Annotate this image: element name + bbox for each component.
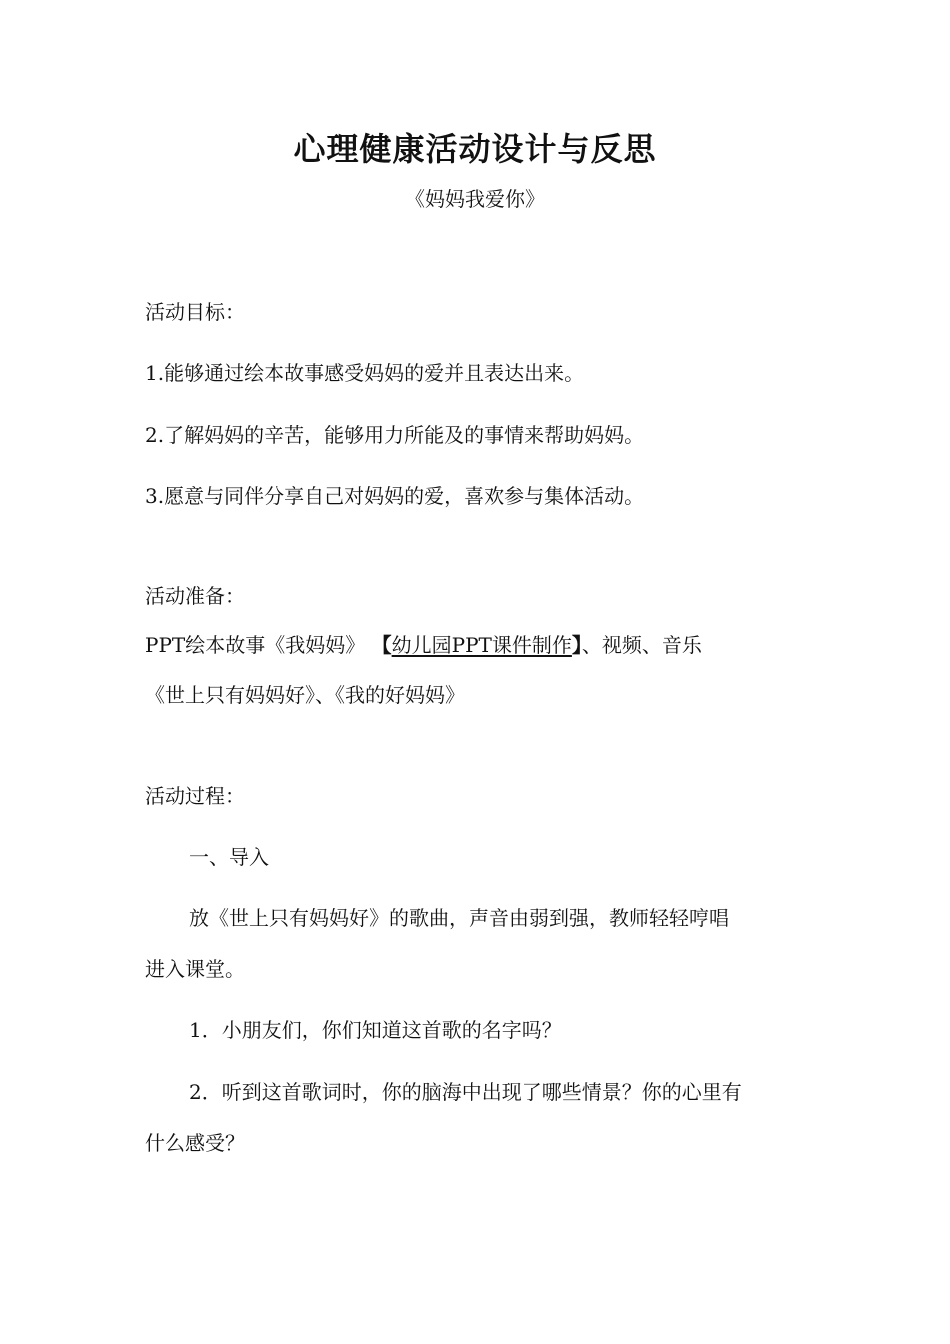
paragraph-line: 放《世上只有妈妈好》的歌曲，声音由弱到强，教师轻轻哼唱 (189, 906, 729, 930)
preparation-text: PPT绘本故事《我妈妈》 (145, 633, 372, 657)
courseware-link[interactable]: 幼儿园PPT课件制作 (391, 633, 572, 657)
question-item: 1．小朋友们，你们知道这首歌的名字吗？ (189, 1018, 562, 1042)
goals-heading: 活动目标： (145, 300, 245, 324)
document-title: 心理健康活动设计与反思 (293, 130, 657, 168)
preparation-text-suffix: 、视频、音乐 (581, 633, 702, 657)
goal-item: 2.了解妈妈的辛苦，能够用力所能及的事情来帮助妈妈。 (145, 423, 645, 447)
bracket-close: 】 (571, 633, 582, 657)
document-subtitle: 《妈妈我爱你》 (405, 187, 545, 211)
bracket-open: 【 (371, 633, 392, 657)
question-item: 2．听到这首歌词时，你的脑海中出现了哪些情景？你的心里有 (189, 1080, 742, 1104)
preparation-line-2: 《世上只有妈妈好》、《我的好妈妈》 (145, 683, 465, 707)
preparation-line-1 (145, 633, 702, 657)
goal-item: 1.能够通过绘本故事感受妈妈的爱并且表达出来。 (145, 361, 585, 385)
section-heading: 一、导入 (189, 845, 269, 869)
paragraph-line: 进入课堂。 (145, 957, 245, 981)
process-heading: 活动过程： (145, 784, 245, 808)
question-item-continued: 什么感受？ (145, 1131, 245, 1155)
preparation-heading: 活动准备： (145, 584, 245, 608)
goal-item: 3.愿意与同伴分享自己对妈妈的爱，喜欢参与集体活动。 (145, 484, 645, 508)
